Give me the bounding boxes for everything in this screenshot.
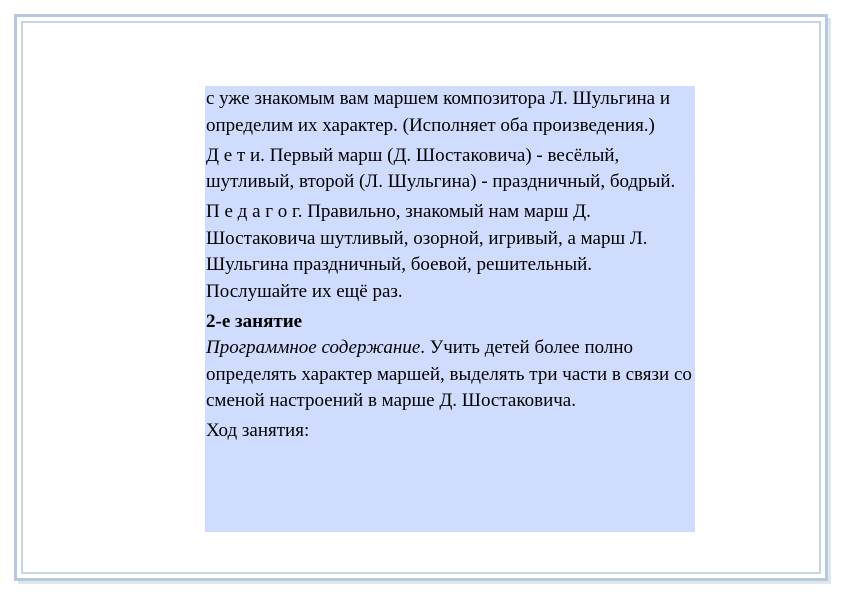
paragraph-intro: с уже знакомым вам маршем композитора Л. Шульгина и определим их характер. (Исполняет оба произведения.) <box>206 88 671 136</box>
paragraph-children-answer: Д е т и. Первый марш (Д. Шостаковича) - весёлый, шутливый, второй (Л. Шульгина) - праздничный, бодрый. <box>206 144 676 192</box>
paragraph-lesson-course: Ход занятия: <box>206 420 310 441</box>
paragraph-program-content <box>206 335 695 415</box>
paragraph-teacher-reply: П е д а г о г. Правильно, знакомый нам марш Д. Шостаковича шутливый, озорной, игривый, а марш Л. Шульгина праздничный, боевой, решительный. Послушайте их ещё раз. <box>206 201 648 302</box>
frame-shadow-bottom <box>18 581 831 584</box>
program-content-label: Программное содержание <box>206 337 421 358</box>
lesson-heading: 2-е занятие <box>206 310 303 332</box>
text-block <box>205 86 695 532</box>
program-content-text: . Учить детей более полно определять характер маршей, выделять три части в связи со сменой настроений в марше Д. Шостаковича. <box>206 337 692 411</box>
frame-shadow-right <box>828 18 831 584</box>
